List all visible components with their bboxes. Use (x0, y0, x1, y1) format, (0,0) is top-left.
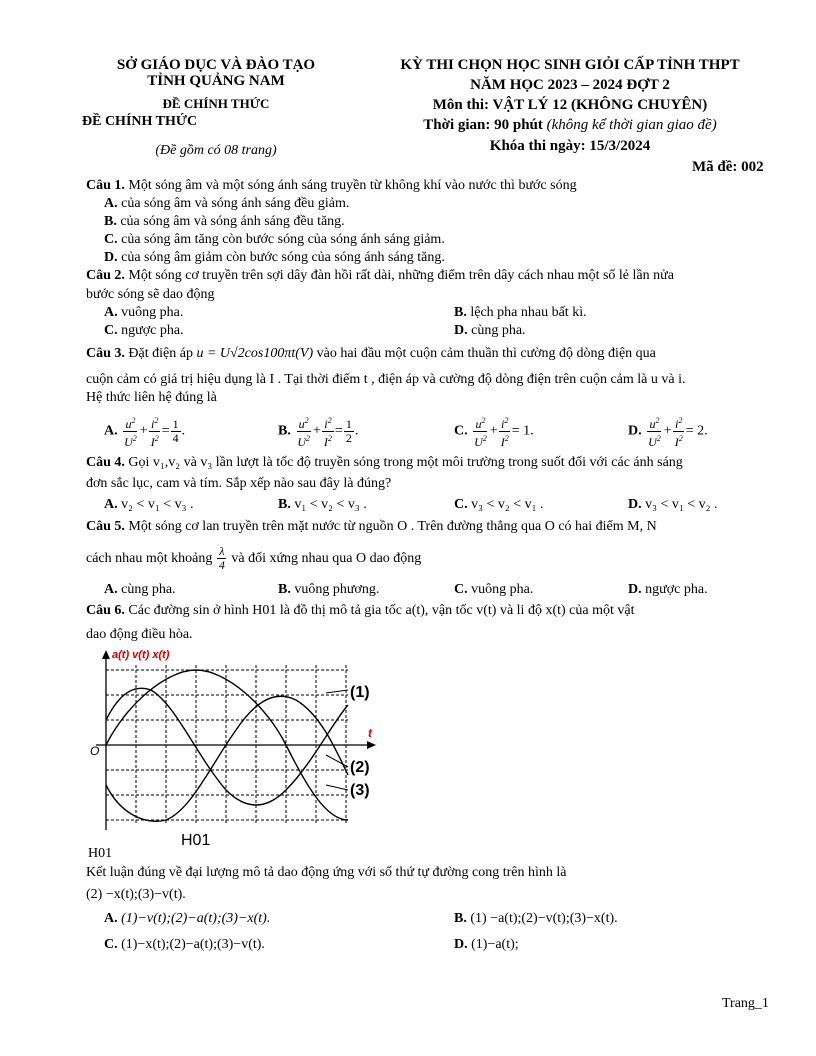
page-count-note: (Đề gồm có 08 trang) (155, 143, 277, 158)
y-label: a(t) v(t) x(t) (112, 649, 170, 661)
q6-option-b[interactable]: B. (1) −a(t);(2)−v(t);(3)−x(t). (454, 911, 618, 926)
q6-conclusion: Kết luận đúng về đại lượng mô tả dao động ứng với số thứ tự đường cong trên hình là (86, 865, 567, 880)
curve-2 (106, 688, 348, 805)
page-number: Trang_1 (722, 996, 769, 1011)
curve-3-label: (3) (350, 782, 370, 799)
q3-option-c[interactable]: C. $\frac{u^2}{U^2}$ + $\frac{i^2}{I^2}$ = 1. (454, 416, 534, 449)
t-axis-arrow (367, 741, 376, 749)
q4-option-a[interactable]: A. v₂ < v₁ < v₃ . (104, 497, 194, 512)
q3-formula: u = U√2cos100πt(V) (196, 346, 314, 361)
q1-option-b[interactable]: B. của sóng âm và sóng ánh sáng đều tăng. (104, 214, 345, 229)
question-5: Câu 5. Một sóng cơ lan truyền trên mặt nước từ nguồn O . Trên đường thẳng qua O có hai điểm M, N (86, 519, 657, 534)
q3-option-a[interactable]: A. $\frac{u^2}{U^2}$ + $\frac{i^2}{I^2}$ = $\frac{1}{4}$ . (104, 416, 186, 449)
q4-option-b[interactable]: B. v₁ < v₂ < v₃ . (278, 497, 367, 512)
q5-option-d[interactable]: D. ngược pha. (628, 582, 708, 597)
q6-option-d[interactable]: D. (1)−a(t); (454, 937, 519, 952)
leader-3 (326, 785, 348, 790)
q3-text-3: Hệ thức liên hệ đúng là (86, 390, 217, 405)
duration-note: (không kể thời gian giao đề) (546, 117, 717, 133)
q2-option-b[interactable]: B. lệch pha nhau bất kì. (454, 305, 587, 320)
q5-text-2: cách nhau một khoảng $\frac{\lambda}{4}$ và đối xứng nhau qua O dao động (86, 544, 422, 573)
duration (360, 117, 780, 134)
school-year: NĂM HỌC 2023 – 2024 ĐỢT 2 (470, 77, 670, 93)
q3-option-b[interactable]: B. $\frac{u^2}{U^2}$ + $\frac{i^2}{I^2}$ = $\frac{1}{2}$ . (278, 416, 359, 449)
q1-text: Một sóng âm và một sóng ánh sáng truyền từ không khí vào nước thì bước sóng (128, 178, 577, 193)
q6-option-c[interactable]: C. (1)−x(t);(2)−a(t);(3)−v(t). (104, 937, 265, 952)
q2-option-a[interactable]: A. vuông pha. (104, 305, 184, 320)
official-label-2: ĐỀ CHÍNH THỨC (82, 114, 198, 129)
q5-option-c[interactable]: C. vuông pha. (454, 582, 534, 597)
q2-text-2: bước sóng sẽ dao động (86, 287, 215, 302)
official-label: ĐỀ CHÍNH THỨC (162, 96, 270, 111)
exam-title: KỲ THI CHỌN HỌC SINH GIỎI CẤP TỈNH THPT (400, 57, 740, 73)
q4-text-2: đơn sắc lục, cam và tím. Sắp xếp nào sau đây là đúng? (86, 476, 392, 491)
figure-h01 (86, 645, 386, 850)
q2-text: Một sóng cơ truyền trên sợi dây đàn hồi rất dài, những điểm trên dây cách nhau một số lẻ lần nửa (128, 268, 674, 283)
dept-name: SỞ GIÁO DỤC VÀ ĐÀO TẠO (116, 57, 316, 73)
question-4: Câu 4. Gọi v₁,v₂ và v₃ lần lượt là tốc độ truyền sóng trong một môi trường trong suốt đối với các ánh sáng (86, 455, 683, 470)
q1-option-c[interactable]: C. của sóng âm tăng còn bước sóng của sóng ánh sáng giảm. (104, 232, 445, 247)
exam-code: Mã đề: 002 (692, 159, 764, 175)
leader-2 (326, 755, 348, 767)
curve-2-label: (2) (350, 759, 370, 776)
q1-label: Câu 1. (86, 178, 125, 193)
figure-caption-inner: H01 (181, 832, 211, 849)
curve-1-label: (1) (350, 684, 370, 701)
q6-fragment: (2) −x(t);(3)−v(t). (86, 887, 186, 902)
q1-option-a[interactable]: A. của sóng âm và sóng ánh sáng đều giảm. (104, 196, 350, 211)
q3-option-d[interactable]: D. $\frac{u^2}{U^2}$ + $\frac{i^2}{I^2}$ = 2. (628, 416, 708, 449)
duration-main: Thời gian: 90 phút (423, 117, 543, 133)
figure-caption: H01 (88, 846, 113, 861)
q3-text-2: cuộn cảm có giá trị hiệu dụng là I . Tại thời điểm t , điện áp và cường độ dòng điện trên cuộn cảm là u và i. (86, 372, 686, 387)
leader-1 (326, 690, 348, 693)
y-axis-arrow (102, 650, 110, 659)
q2-option-d[interactable]: D. cùng pha. (454, 323, 526, 338)
origin-label: O (90, 744, 100, 758)
province-name: TỈNH QUẢNG NAM (147, 73, 285, 89)
q1-option-d[interactable]: D. của sóng âm giảm còn bước sóng của sóng ánh sáng tăng. (104, 250, 445, 265)
question-3: Câu 3. Đặt điện áp u = U√2cos100πt(V) vào hai đầu một cuộn cảm thuần thì cường độ dòng điện qua (86, 346, 656, 361)
q4-option-d[interactable]: D. v₃ < v₁ < v₂ . (628, 497, 718, 512)
q6-option-a[interactable]: A. (1)−v(t);(2)−a(t);(3)−x(t). (104, 911, 271, 926)
q2-option-c[interactable]: C. ngược pha. (104, 323, 184, 338)
t-label: t (368, 726, 372, 740)
question-6: Câu 6. Các đường sin ở hình H01 là đồ thị mô tả gia tốc a(t), vận tốc v(t) và li độ x(t) của một vật (86, 603, 635, 618)
exam-date: Khóa thi ngày: 15/3/2024 (489, 138, 651, 154)
q5-option-b[interactable]: B. vuông phương. (278, 582, 380, 597)
question-2: Câu 2. Một sóng cơ truyền trên sợi dây đàn hồi rất dài, những điểm trên dây cách nhau một số lẻ lần nửa (86, 268, 674, 283)
question-1 (86, 178, 577, 194)
q5-option-a[interactable]: A. cùng pha. (104, 582, 176, 597)
subject: Môn thi: VẬT LÝ 12 (KHÔNG CHUYÊN) (432, 97, 708, 113)
q4-option-c[interactable]: C. v₃ < v₂ < v₁ . (454, 497, 544, 512)
q6-text-2: dao động điều hòa. (86, 627, 193, 642)
